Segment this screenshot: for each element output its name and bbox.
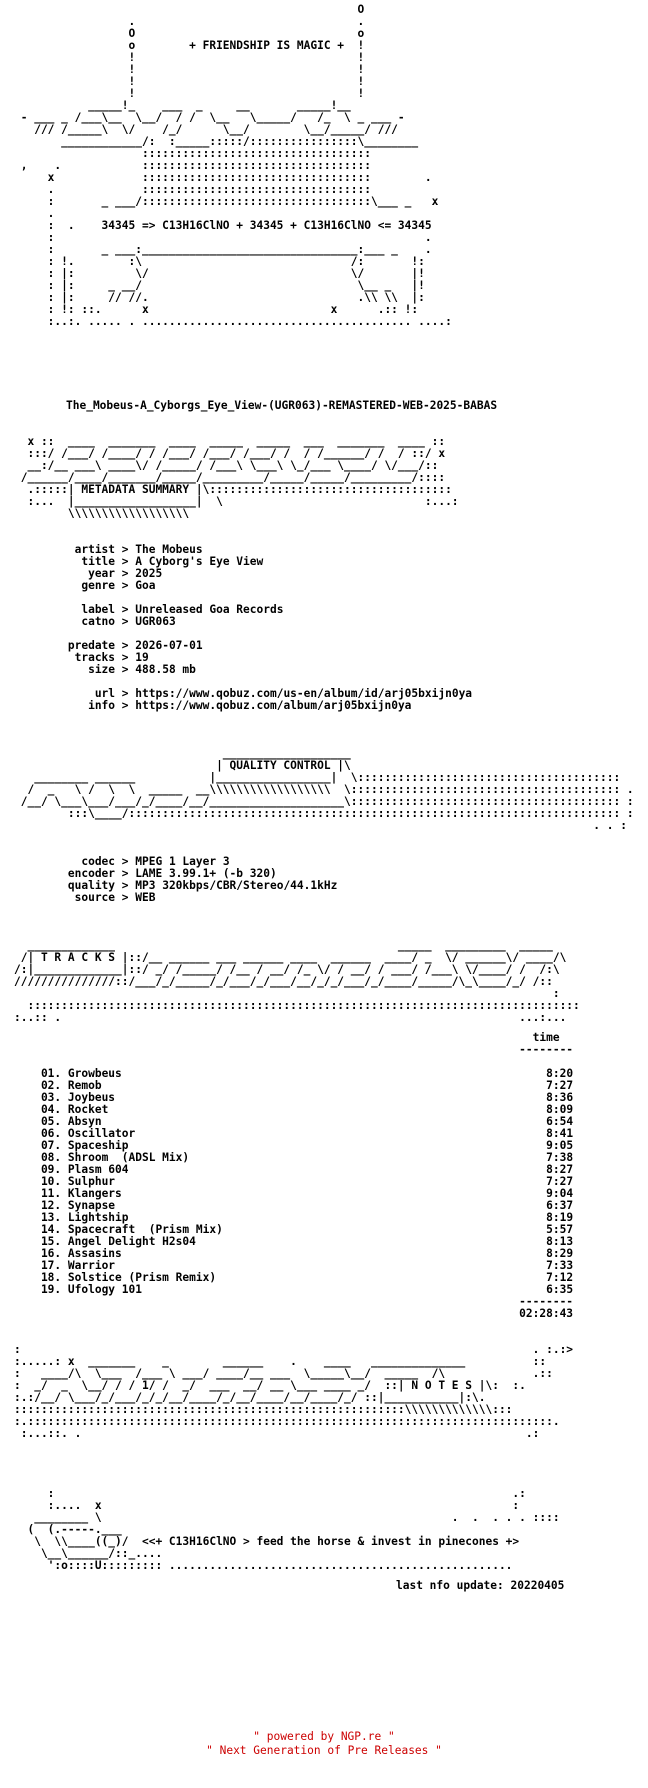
last-update: last nfo update: 20220405 xyxy=(396,1580,565,1592)
kv-row xyxy=(0,892,648,904)
track-time: 8:36 xyxy=(546,1092,574,1104)
kv-row xyxy=(0,556,648,568)
track-row xyxy=(0,1272,648,1284)
track-time: 5:57 xyxy=(546,1224,574,1236)
spacer xyxy=(0,628,648,640)
track-padding xyxy=(196,1236,546,1248)
track-row xyxy=(0,1212,648,1224)
kv-key: source xyxy=(14,892,116,904)
spacer xyxy=(0,352,648,400)
track-padding xyxy=(122,1188,546,1200)
track-time: 7:27 xyxy=(546,1080,574,1092)
spacer xyxy=(0,1440,648,1488)
spacer xyxy=(0,676,648,688)
track-title: Spaceship xyxy=(67,1140,129,1152)
kv-value: 2025 xyxy=(135,568,163,580)
kv-value: https://www.qobuz.com/album/arj05bxijn0ya xyxy=(135,700,412,712)
track-number: 01. xyxy=(14,1068,68,1080)
track-row xyxy=(0,1080,648,1092)
kv-value: 2026-07-01 xyxy=(135,640,203,652)
kv-row xyxy=(0,700,648,712)
kv-key: url xyxy=(14,688,116,700)
track-row xyxy=(0,1140,648,1152)
kv-separator: > xyxy=(115,616,136,628)
track-time: 7:12 xyxy=(546,1272,574,1284)
kv-value: Goa xyxy=(135,580,156,592)
track-padding xyxy=(216,1272,546,1284)
kv-key: codec xyxy=(14,856,116,868)
track-padding xyxy=(223,1224,546,1236)
kv-key: quality xyxy=(14,880,116,892)
kv-row xyxy=(0,616,648,628)
track-time: 8:41 xyxy=(546,1128,574,1140)
footer-tagline: " Next Generation of Pre Releases " xyxy=(206,1744,442,1757)
kv-value: Unreleased Goa Records xyxy=(135,604,284,616)
track-row xyxy=(0,1248,648,1260)
track-number: 19. xyxy=(14,1284,68,1296)
track-row xyxy=(0,1284,648,1296)
kv-row xyxy=(0,640,648,652)
spacer xyxy=(0,1024,648,1032)
track-padding xyxy=(102,1080,547,1092)
track-number: 02. xyxy=(14,1080,68,1092)
kv-value: UGR063 xyxy=(135,616,176,628)
track-time: 8:27 xyxy=(546,1164,574,1176)
track-row xyxy=(0,1092,648,1104)
track-number: 10. xyxy=(14,1176,68,1188)
track-time: 8:20 xyxy=(546,1068,574,1080)
kv-key: catno xyxy=(14,616,116,628)
release-name: The_Mobeus-A_Cyborgs_Eye_View-(UGR063)-REMASTERED-WEB-2025-BABAS xyxy=(66,400,498,412)
track-time: 6:37 xyxy=(546,1200,574,1212)
kv-row xyxy=(0,544,648,556)
spacer xyxy=(0,1056,648,1068)
track-title: Growbeus xyxy=(67,1068,122,1080)
track-number: 15. xyxy=(14,1236,68,1248)
track-time: 9:04 xyxy=(546,1188,574,1200)
track-title: Warrior xyxy=(67,1260,116,1272)
track-title: Ufology 101 xyxy=(67,1284,142,1296)
kv-key: title xyxy=(14,556,116,568)
track-number: 18. xyxy=(14,1272,68,1284)
footer-powered-by: " powered by NGP.re " xyxy=(253,1730,395,1743)
kv-key: label xyxy=(14,604,116,616)
kv-value: 19 xyxy=(135,652,149,664)
track-title: Shroom (ADSL Mix) xyxy=(67,1152,190,1164)
kv-row xyxy=(0,880,648,892)
kv-row xyxy=(0,688,648,700)
track-row xyxy=(0,1200,648,1212)
kv-separator: > xyxy=(115,892,136,904)
track-row xyxy=(0,1260,648,1272)
kv-value: 488.58 mb xyxy=(135,664,196,676)
track-padding xyxy=(115,1092,546,1104)
spacer xyxy=(0,520,648,544)
track-title: Angel Delight H2s04 xyxy=(67,1236,196,1248)
kv-separator: > xyxy=(115,604,136,616)
track-row xyxy=(0,1224,648,1236)
kv-row xyxy=(0,652,648,664)
kv-value: LAME 3.99.1+ (-b 320) xyxy=(135,868,277,880)
kv-row xyxy=(0,580,648,592)
track-padding xyxy=(108,1104,546,1116)
track-time: 9:05 xyxy=(546,1140,574,1152)
top-ascii-banner: O . . O o o + FRIENDSHIP IS MAGIC + ! ! ! ! ! ! ! ! ! _____!_ ___ _ __ _____!__ - ___ _ /___\__ \__/ / / \__ \_____/ /_ \ _ ___ - /// /_____\ \/ /_/ \__/ \__/_____/ /// ____________/: :_____:::::/::::::::::::::::\________ :::::::::::::::::::::::::::::::::: , . :::::::::::::::::::::::::::::::::: x :::::::::::::::::::::::::::::::::: . . :::::::::::::::::::::::::::::::::: : _ ___/::::::::::::::::::::::::::::::::::\___ _ x . : . 34345 => C13H16ClNO + 34345 + C13H16ClNO <= 34345 : . : _ ___:________________________________:___ _ . : !. :\ /: !: : |: \/ \/ |! : |: _ __/ \__ _ |! : |: // //. .\\ \\ |: : !: ::. x x .:: !: :..:. ..... . ........................................ ....: xyxy=(20,4,452,328)
spacer xyxy=(0,592,648,604)
tracks-time-header: time xyxy=(14,1032,560,1044)
kv-row xyxy=(0,568,648,580)
track-padding xyxy=(142,1284,546,1296)
track-row xyxy=(0,1176,648,1188)
track-time: 7:33 xyxy=(546,1260,574,1272)
kv-separator: > xyxy=(115,664,136,676)
footer xyxy=(0,1730,648,1758)
kv-separator: > xyxy=(115,856,136,868)
kv-separator: > xyxy=(115,652,136,664)
track-title: Assasins xyxy=(67,1248,122,1260)
track-number: 03. xyxy=(14,1092,68,1104)
track-number: 08. xyxy=(14,1152,68,1164)
track-number: 16. xyxy=(14,1248,68,1260)
kv-key: predate xyxy=(14,640,116,652)
track-title: Lightship xyxy=(67,1212,129,1224)
track-title: Plasm 604 xyxy=(67,1164,129,1176)
kv-key: info xyxy=(14,700,116,712)
track-padding xyxy=(129,1212,547,1224)
track-time: 8:29 xyxy=(546,1248,574,1260)
track-padding xyxy=(115,1176,546,1188)
track-number: 13. xyxy=(14,1212,68,1224)
kv-value: https://www.qobuz.com/us-en/album/id/arj05bxijn0ya xyxy=(135,688,473,700)
kv-value: MPEG 1 Layer 3 xyxy=(135,856,230,868)
track-title: Synapse xyxy=(67,1200,116,1212)
notes-banner: : . :.:> :.....: x _______ _ ______ . ____ ______________ :: : ____/\ \___ /___ \ ___/ ____/__ ___ \_____\__/ _____ /\ .:: : _/ _ \__/ / / 1/ / _/ ___ __/ __ \___ ____ _/ ::| N O T E S |\: :. :.:/__/ \___/_/___/_/_/__/____/_/__/____/__/____/_/ ::|___________|:\. ::::::::::::::::::::::::::::::::::::::::::::::::::::::::::\\\\\\\\\\\\\::: :.::::::::::::::::::::::::::::::::::::::::::::::::::::::::::::::::::::::::::::::. :...::. . .: xyxy=(14,1344,574,1440)
track-row xyxy=(0,1068,648,1080)
spacer xyxy=(0,904,648,940)
kv-separator: > xyxy=(115,544,136,556)
track-title: Oscillator xyxy=(67,1128,136,1140)
track-title: Absyn xyxy=(67,1116,102,1128)
track-time: 6:54 xyxy=(546,1116,574,1128)
kv-key: tracks xyxy=(14,652,116,664)
metadata-list xyxy=(0,544,648,712)
track-time: 8:09 xyxy=(546,1104,574,1116)
kv-value: A Cyborg's Eye View xyxy=(135,556,264,568)
kv-separator: > xyxy=(115,880,136,892)
spacer xyxy=(0,712,648,748)
track-title: Solstice (Prism Remix) xyxy=(67,1272,217,1284)
track-time: 8:13 xyxy=(546,1236,574,1248)
track-title: Sulphur xyxy=(67,1176,116,1188)
kv-key: year xyxy=(14,568,116,580)
kv-separator: > xyxy=(115,868,136,880)
track-title: Remob xyxy=(67,1080,102,1092)
tracks-banner: _____________ _____ _________ _____ /| T R A C K S |::/__ ______ ___ ______ ____ ______ ____/ _ \/ ______\/ ____/\ /:|_____________|::/ _/ /_____/ /__ / __/ /_ \/ / __/ / ___/ /___\ \/____/ / /:\ ///////////////::/___/_/_____/_/___/_/___/__/_/_/___/_/____/_____/\_\____/_/ /:: : :::::::::::::::::::::::::::::::::::::::::::::::::::::::::::::::::::::::::::::::::: :..:: . ...:... xyxy=(14,940,580,1024)
kv-separator: > xyxy=(115,640,136,652)
track-number: 05. xyxy=(14,1116,68,1128)
track-time: 7:38 xyxy=(546,1152,574,1164)
track-padding xyxy=(129,1164,547,1176)
track-row xyxy=(0,1188,648,1200)
kv-row xyxy=(0,868,648,880)
kv-separator: > xyxy=(115,568,136,580)
track-title: Rocket xyxy=(67,1104,109,1116)
track-number: 14. xyxy=(14,1224,68,1236)
track-row xyxy=(0,1104,648,1116)
kv-key: artist xyxy=(14,544,116,556)
kv-separator: > xyxy=(115,556,136,568)
kv-separator: > xyxy=(115,700,136,712)
track-number: 06. xyxy=(14,1128,68,1140)
kv-value: MP3 320kbps/CBR/Stereo/44.1kHz xyxy=(135,880,338,892)
track-number: 11. xyxy=(14,1188,68,1200)
spacer xyxy=(0,1572,648,1580)
track-number: 07. xyxy=(14,1140,68,1152)
track-padding xyxy=(189,1152,546,1164)
quality-list xyxy=(0,856,648,904)
kv-key: size xyxy=(14,664,116,676)
total-time: 02:28:43 xyxy=(14,1308,574,1320)
track-padding xyxy=(115,1260,546,1272)
kv-separator: > xyxy=(115,580,136,592)
track-time: 8:19 xyxy=(546,1212,574,1224)
track-row xyxy=(0,1236,648,1248)
track-number: 04. xyxy=(14,1104,68,1116)
metadata-summary-banner: x :: ____ _______ ____ _____ _____ ___ _______ ____ :: :::/ /___/ /____/ / /___/ /___/ /___/ / / /______/ / / ::/ x __:/__ ___\ ____\/ /_____/ /___\ \___\ \_/___ \____/ \/___/:: /______/____/_______/_____/_________/_____/_____/_________/:::: .:::::| METADATA SUMMARY |\:::::::::::::::::::::::::::::::::::: :... |__________________| \ :...: \\\\\\\\\\\\\\\\\\ xyxy=(20,436,459,520)
track-title: Joybeus xyxy=(67,1092,116,1104)
spacer xyxy=(0,412,648,436)
track-row xyxy=(0,1128,648,1140)
kv-row xyxy=(0,664,648,676)
track-row xyxy=(0,1164,648,1176)
kv-row xyxy=(0,604,648,616)
kv-value: WEB xyxy=(135,892,156,904)
track-time: 7:27 xyxy=(546,1176,574,1188)
track-padding xyxy=(122,1248,546,1260)
track-padding xyxy=(115,1200,546,1212)
spacer xyxy=(0,832,648,856)
outro-ascii: : .: :.... x : ________ \ . . . . . :::: ( (.-----.___ \ \\____((_)/ <<+ C13H16ClNO > feed the horse & invest in pinecones +> \__\______/::_.... ':o::::U::::::::: ................................................... xyxy=(27,1488,560,1572)
kv-key: encoder xyxy=(14,868,116,880)
quality-control-banner: ___________________ | QUALITY CONTROL |\ ________ ______ |_________________| \::::::::::::::::::::::::::::::::::::::: / _ \ / \ \ _____ __\\\\\\\\\\\\\\\\\\ \:::::::::::::::::::::::::::::::::::::::: . /__/ \___\___/___/_/____/__/____________________\:::::::::::::::::::::::::::::::::::::::: : :::\____/::::::::::::::::::::::::::::::::::::::::::::::::::::::::::::::::::::::::: : . . : xyxy=(20,748,634,832)
track-number: 12. xyxy=(14,1200,68,1212)
track-row xyxy=(0,1152,648,1164)
divider: -------- xyxy=(14,1296,574,1308)
track-padding xyxy=(129,1140,547,1152)
kv-key: genre xyxy=(14,580,116,592)
track-row xyxy=(0,1116,648,1128)
kv-separator: > xyxy=(115,688,136,700)
spacer xyxy=(0,1320,648,1344)
track-title: Klangers xyxy=(67,1188,122,1200)
divider: -------- xyxy=(14,1044,574,1056)
tracklist xyxy=(0,1032,648,1320)
track-number: 17. xyxy=(14,1260,68,1272)
track-title: Spacecraft (Prism Mix) xyxy=(67,1224,223,1236)
track-time: 6:35 xyxy=(546,1284,574,1296)
track-padding xyxy=(122,1068,546,1080)
track-padding xyxy=(102,1116,547,1128)
track-number: 09. xyxy=(14,1164,68,1176)
kv-value: The Mobeus xyxy=(135,544,203,556)
track-padding xyxy=(135,1128,546,1140)
kv-row xyxy=(0,856,648,868)
